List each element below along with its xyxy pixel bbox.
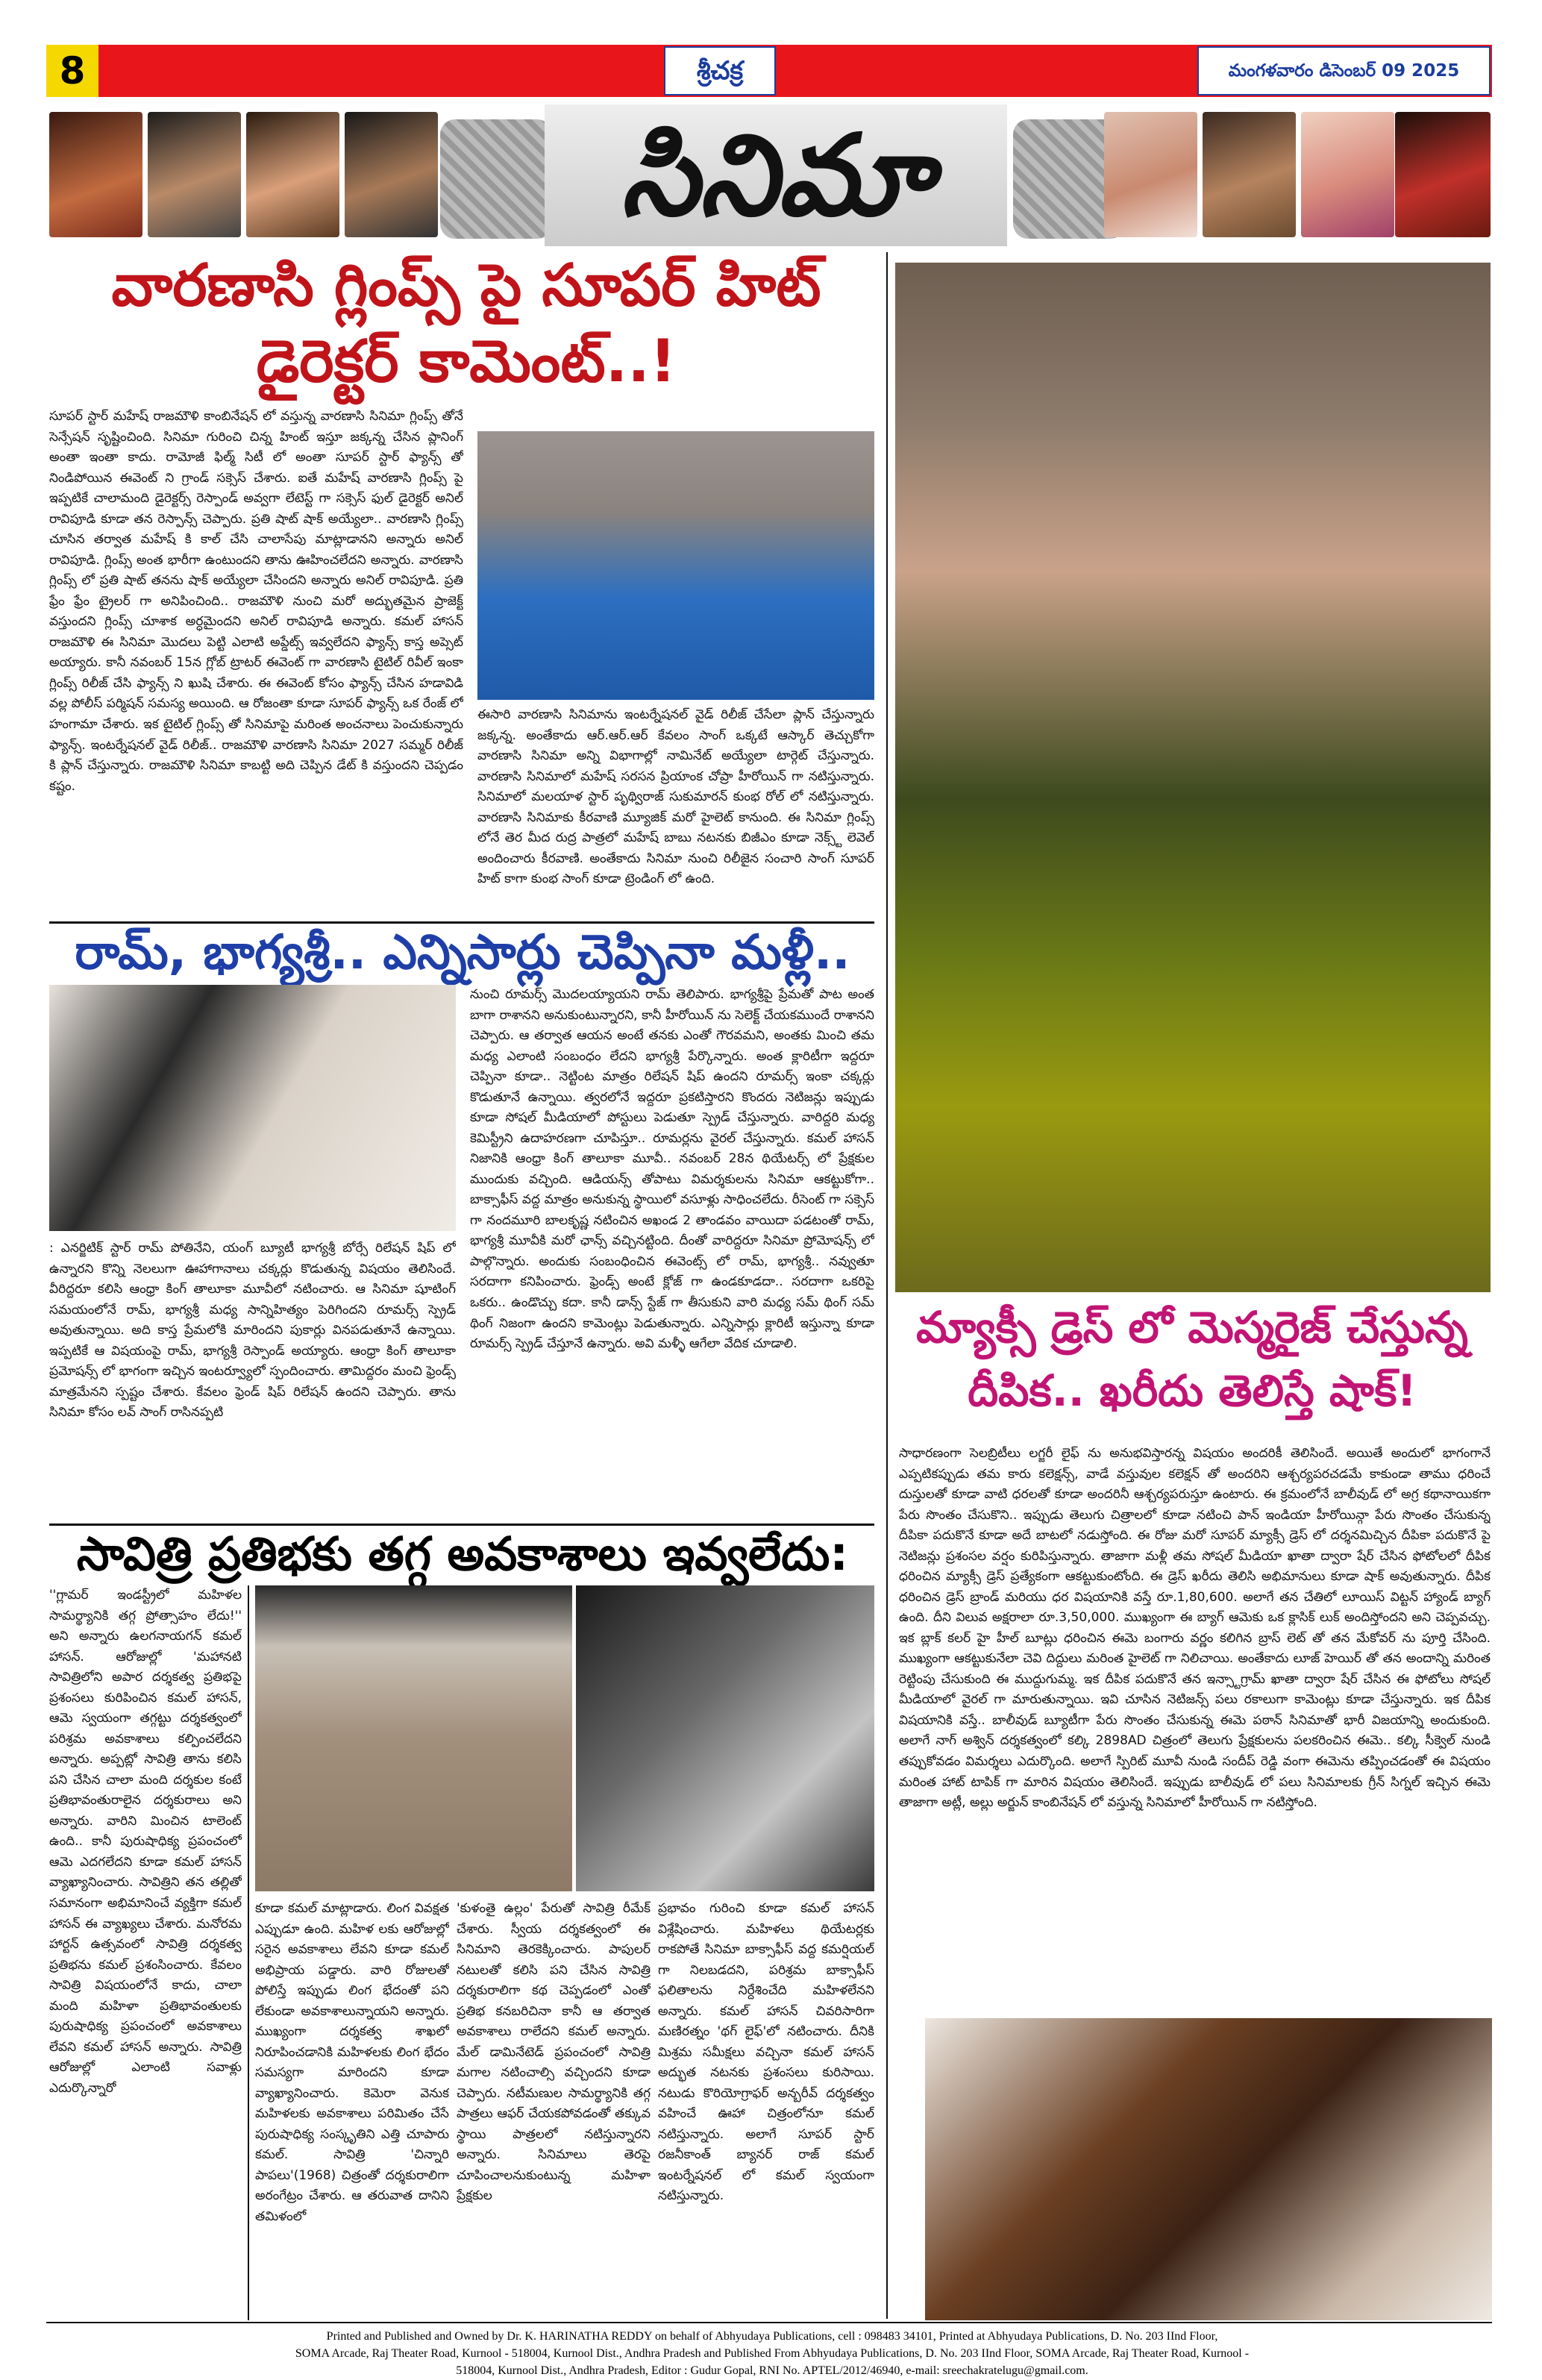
story2-headline: రామ్, భాగ్యశ్రీ.. ఎన్నిసార్లు చెప్పినా మళ్లీ.. (75, 925, 850, 980)
story3-kamal-photo (255, 1585, 572, 1891)
actor-photo (246, 112, 339, 237)
story1-director-photo (477, 431, 874, 700)
story4-headline-line1: మ్యాక్సీ డ్రెస్ లో మెస్మరైజ్ చేస్తున్న (916, 1302, 1468, 1353)
actor-photo (1395, 112, 1491, 237)
actor-photo (49, 112, 142, 237)
story4-deepika-photo (925, 2018, 1492, 2320)
story3-column3: 'కుళంతై ఉల్లం' పేరుతో సావిత్రి రీమేక్ చేశారు. స్వీయ దర్శకత్వంలో ఈ సినిమాని తెరకెక్కించారు. పాపులర్ నటులతో కలిసి పని చేసిన సావిత్రి దర్శకురాలిగా కథ చెప్పడంలో ఎంతో ప్రతిభ కనబరిచినా కానీ ఆ తర్వాత అవకాశాలు రాలేదని కమల్ అన్నారు. మేల్ డామినేటెడ్ ప్రపంచంలో సావిత్రి మగాల నటించాల్సి వచ్చిందని కూడా చెప్పారు. నటీమణుల సామర్థ్యానికి తగ్గ పాత్రలు ఆఫర్ చేయకపోవడంతో తక్కువ స్థాయి పాత్రలలో నటిస్తున్నారని అన్నారు. సినిమాలు తెరపై చూపించాలనుకుంటున్న మహిళా ప్రేక్షకుల (457, 1901, 651, 2204)
actress-feature-photo (895, 263, 1491, 1292)
story2-column2: నుంచి రూమర్స్ మొదలయ్యాయని రామ్ తెలిపారు. భాగ్యశ్రీపై ప్రేమతో పాట అంత బాగా రాశానని అనుకుంటున్నారని, కానీ హీరోయిన్ ను సెలెక్ట్ చేయకముందే రాశానని చెప్పారు. ఆ తర్వాత ఆయన అంటే తనకు ఎంతో గౌరవమని, అంతకు మించి తమ మధ్య ఎలాంటి సంబంధం లేదని భాగ్యశ్రీ పేర్కొన్నారు. అంత క్లారిటీగా ఇద్దరూ చెప్పినా కూడా.. నెట్టింట మాత్రం రిలేషన్ షిప్ ఉందని రూమర్స్ ఇంకా చక్కర్లు కొడుతూనే ఉన్నాయి. త్వరలోనే ఇద్దరూ ప్రకటిస్తారని కొందరు నెటిజన్లు ఇప్పుడు కూడా సోషల్ మీడియాలో పోస్టులు పెడుతూ స్ప్రెడ్ చేస్తున్నారు. వారిద్దరి మధ్య కెమిస్ట్రీని ఉదాహరణగా చూపిస్తూ.. రూమర్లను వైరల్ చేస్తున్నారు. కమల్ హాసన్ నిజానికి ఆంధ్రా కింగ్ తాలూకా మూవీ.. నవంబర్ 28న థియేటర్స్ లో ప్రేక్షకుల ముందుకు వచ్చింది. ఆడియన్స్ తోపాటు విమర్శకులను సినిమా ఆకట్టుకోగా.. బాక్సాఫీస్ వద్ద మాత్రం అనుకున్న స్థాయిలో వసూళ్లు సాధించలేదు. రీసెంట్ గా సక్సెస్ గా నందమూరి బాలకృష్ణ నటించిన అఖండ 2 తాండవం వాయిదా పడటంతో రామ్, భాగ్యశ్రీ మూవీకి మరో ఛాన్స్ వచ్చినట్టింది. దీంతో వారిద్దరూ సినిమా ప్రోమోషన్స్ లో పాల్గొన్నారు. అందుకు సంబంధించిన ఈవెంట్స్ లో రామ్, భాగ్యశ్రీ.. నవ్వుతూ సరదాగా కనిపించారు. ఫ్రెండ్స్ అంటే క్లోజ్ గా ఉండకూడదా.. సరదాగా ఒకరిపై ఒకరు.. ఉండొచ్చు కదా. కానీ డాన్స్ స్టేజ్ గా తీసుకుని వారి మధ్య సమ్ థింగ్ సమ్ థింగ్ నిజంగా ఉందని కామెంట్లు పెడుతున్నారు. ఎన్నిసార్లు క్లారిటీ ఇస్తున్నా కూడా రూమర్స్ స్ప్రెడ్ చేస్తూనే ఉన్నారు. అవి మళ్ళీ ఆగేలా వేదిక చూడాలి. (470, 987, 874, 1352)
story3-column1: ''గ్లామర్ ఇండస్ట్రీలో మహిళల సామర్థ్యానికి తగ్గ ప్రోత్సాహం లేదు!'' అని అన్నారు ఉలగనాయగన్ కమల్ హాసన్. ఆరోజుల్లో 'మహానటి సావిత్రిలోని అపార దర్శకత్వ ప్రతిభపై ప్రశంసలు కురిపించిన కమల్ హాసన్, ఆమె స్వయంగా తగ్గట్టు దర్శకత్వంలో పరిశ్రమ అవకాశాలు కల్పించలేదని అన్నారు. అప్పట్లో సావిత్రి తాను కలిసి పని చేసిన చాలా మంది దర్శకుల కంటే ప్రతిభావంతురాలైన దర్శకురాలు అని అన్నారు. వారిని మించిన టాలెంట్ ఉంది.. కానీ పురుషాధిక్య ప్రపంచంలో ఆమె ఎదగలేదని కూడా కమల్ హాసన్ వ్యాఖ్యానించారు. సావిత్రిని తన తల్లితో సమానంగా అభిమానించే వ్యక్తిగా కమల్ హాసన్ ఈ వ్యాఖ్యలు చేశారు. మనోరమ హార్టన్ ఉత్సవంలో సావిత్రి దర్శకత్వ ప్రతిభను కమల్ ప్రశంసించారు. కేవలం సావిత్రి విషయంలోనే కాదు, చాలా మంది మహిళా ప్రతిభావంతులకు పురుషాధిక్య ప్రపంచంలో అవకాశాలు లేవని కమల్ హాసన్ అన్నారు. సావిత్రి ఆరోజుల్లో ఎలాంటి సవాళ్లు ఎదుర్కొన్నారో (49, 1588, 242, 2096)
projector-icon (440, 119, 552, 239)
column-divider (248, 1585, 249, 2320)
actor-photo (1203, 112, 1296, 237)
story2-column1: : ఎనర్జిటిక్ స్టార్ రామ్ పోతినేని, యంగ్ బ్యూటీ భాగ్యశ్రీ బోర్సే రిలేషన్ షిప్ లో ఉన్నారని కొన్ని నెలలుగా ఊహాగానాలు చక్కర్లు కొడుతున్న విషయం తెలిసిందే. వీరిద్దరూ కలిసి ఆంధ్రా కింగ్ తాలూకా మూవీలో నటించారు. ఆ సినిమా షూటింగ్ సమయంలోనే రామ్, భాగ్యశ్రీ మధ్య సాన్నిహిత్యం పెరిగిందని రూమర్స్ స్ప్రెడ్ అవుతున్నాయి. అది కాస్త ప్రేమలోకి మారిందని పుకార్లు వినపడుతూనే ఉన్నాయి. ఇప్పటికే ఆ విషయంపై రామ్, భాగ్యశ్రీ రెస్పాండ్ అయ్యారు. ఆంధ్రా కింగ్ తాలూకా ప్రమోషన్స్ లో భాగంగా ఇచ్చిన ఇంటర్వ్యూలో స్పందించారు. తామిద్దరం మంచి ఫ్రెండ్స్ మాత్రమేనని స్పష్టం చేశారు. కేవలం ఫ్రెండ్ షిప్ రిలేషన్ ఉందని చెప్పారు. తాను సినిమా కోసం లవ్ సాంగ్ రాసినప్పటి (49, 1241, 456, 1421)
story1-column2: ఈసారి వారణాసి సినిమాను ఇంటర్నేషనల్ వైడ్ రిలీజ్ చేసేలా ప్లాన్ చేస్తున్నారు జక్కన్న. అంతేకాదు ఆర్.ఆర్.ఆర్ కేవలం సాంగ్ ఒక్కటే ఆస్కార్ తెచ్చుకోగా వారణాసి సినిమా అన్ని విభాగాల్లో నామినేట్ అయ్యేలా టార్గెట్ చేస్తున్నారు. వారణాసి సినిమాలో మహేష్ సరసన ప్రియాంక చోప్రా హీరోయిన్ గా నటిస్తున్నారు. సినిమాలో మలయాళ స్టార్ పృథ్విరాజ్ సుకుమారన్ కుంభ రోల్ లో నటిస్తున్నారు. వారణాసి సినిమాకు కీరవాణి మ్యూజిక్ మరో హైలెట్ కానుంది. ఈ సినిమా గ్లింప్స్ లోనే తెర మీద రుద్ర పాత్రలో మహేష్ బాబు నటనకు బిజీఎం కూడా నెక్స్ట్ లెవెల్ అందించారు కీరవాణి. అంతేకాదు సినిమా నుంచి రిలీజైన సంచారి సాంగ్ సూపర్ హిట్ కాగా కుంభ సాంగ్ కూడా ట్రెండింగ్ లో ఉంది. (477, 707, 874, 887)
section-divider (49, 1523, 874, 1526)
story1-headline-line2: డైరెక్టర్ కామెంట్..! (256, 328, 677, 395)
story3-savitri-photo (576, 1585, 874, 1891)
story3-column4: ప్రభావం గురించి కూడా కమల్ హాసన్ విశ్లేషించారు. మహిళలు థియేటర్లకు రాకపోతే సినిమా బాక్సాఫీస్ వద్ద కమర్షియల్ గా నిలబడదని, పరిశ్రమ బాక్సాఫీస్ ఫలితాలను నిర్దేశించేది మహిళలేనని అన్నారు. కమల్ హాసన్ చివరిసారిగా మణిరత్నం 'థగ్ లైఫ్'లో నటించారు. దీనికి మిశ్రమ సమీక్షలు వచ్చినా కమల్ హాసన్ అద్భుత నటనకు ప్రశంసలు కురిసాయి. నటుడు కొరియోగ్రాఫర్ అన్బరీవ్ దర్శకత్వం వహించే ఊహా చిత్రంలోనూ కమల్ నటిస్తున్నారు. అలాగే సూపర్ స్టార్ రజనీకాంత్ బ్యానర్ రాజ్ కమల్ ఇంటర్నేషనల్ లో కమల్ స్వయంగా నటిస్తున్నారు. (658, 1901, 874, 2204)
footer-divider (46, 2322, 1492, 2323)
issue-date: మంగళవారం డిసెంబర్ 09 2025 (1197, 46, 1491, 95)
story3-column2: కూడా కమల్ మాట్లాడారు. లింగ వివక్షత ఎప్పుడూ ఉంది. మహిళ లకు ఆరోజుల్లో సరైన అవకాశాలు లేవని కూడా కమల్ అభిప్రాయ పడ్డారు. వారి రోజులతో పోలిస్తే ఇప్పుడు లింగ భేదంతో పని లేకుండా అవకాశాలున్నాయని అన్నారు. ముఖ్యంగా దర్శకత్వ శాఖలో నిరూపించడానికి మహిళలకు లింగ భేదం సమస్యగా మారిందని కూడా వ్యాఖ్యానించారు. కెమెరా వెనుక మహిళలకు అవకాశాలు పరిమితం చేసే పురుషాధిక్య సంస్కృతిని ఎత్తి చూపారు కమల్. సావిత్రి 'చిన్నారి పాపలు'(1968) చిత్రంతో దర్శకురాలిగా అరంగేట్రం చేశారు. ఆ తరువాత దానిని తమిళంలో (255, 1901, 449, 2224)
story2-couple-photo (49, 985, 456, 1231)
story4-headline-line2: దీపిక.. ఖరీదు తెలిస్తే షాక్! (968, 1365, 1417, 1416)
newspaper-logo: శ్రీచక్ర (664, 46, 776, 95)
page-number: 8 (46, 45, 98, 97)
column-divider (886, 252, 888, 2319)
imprint-line3: 518004, Kurnool Dist., Andhra Pradesh, Editor : Gudur Gopal, RNI No. APTEL/2012/46940, e-mail: sreechakratelugu@gmail.com. (456, 2364, 1088, 2378)
story4-body: సాధారణంగా సెలబ్రిటీలు లగ్జరీ లైఫ్ ను అనుభవిస్తారన్న విషయం అందరికీ తెలిసిందే. అయితే అందులో భాగంగానే ఎప్పటికప్పుడు తమ కారు కలెక్షన్స్, వాడే వస్తువుల కలెక్షన్ తో అందరిని ఆశ్చర్యపరచడమే కాకుండా తాము ధరించే దుస్తులతో కూడా వాటి ధరలతో కూడా అందరినీ ఆశ్చర్యపరుస్తూ ఉంటారు. ఈ క్రమంలోనే బాలీవుడ్ లో అగ్ర కథానాయికగా పేరు సొంతం చేసుకొని.. ఇప్పుడు తెలుగు చిత్రాలలో కూడా నటించి పాన్ ఇండియా హీరోయిన్గా పేరు సొంతం చేసుకున్న దీపికా పదుకొనే కూడా అదే బాటలో నడుస్తోంది. ఈ రోజు మరో సూపర్ మ్యాక్సీ డ్రెస్ లో దర్శనమిచ్చిన దీపికా పదుకొనే పై నెటిజన్లు ప్రశంసల వర్షం కురిపిస్తున్నారు. తాజాగా మళ్లీ తమ సోషల్ మీడియా ఖాతా ద్వారా షేర్ చేసిన ఫోటోలలో దీపిక ధరించిన మ్యాక్సీ డ్రెస్ ప్రత్యేకంగా ఆకట్టుకుంటోంది. ఈ డ్రెస్ ఖరీదు తెలిసి అభిమానులు కూడా షాక్ అవుతున్నారు. దీపిక ధరించిన డ్రెస్ బ్రాండ్ మరియు ధర విషయానికి వస్తే రూ.1,80,600. అలాగే తన చేతిలో లూయిస్ విట్టన్ హ్యాండ్ బ్యాగ్ ఉంది. దీని విలువ అక్షరాలా రూ.3,50,000. ముఖ్యంగా ఈ బ్యాగ్ ఆమెకు ఒక క్లాసిక్ లుక్ అందిస్తోందని అని చెప్పవచ్చు. ఇక బ్లాక్ కలర్ హై హీల్ బూట్లు ధరించిన ఈమె బంగారు వర్ణం కలిగిన బ్రాస్ లెట్ తో తన మేకోవర్ ను పూర్తి చేసింది. ముఖ్యంగా ఆకట్టుకునేలా చెవి దిద్దులు మరింత హైలెట్ గా నిలిచాయి. అంతేకాదు లూజ్ హెయిర్ తో తన అందాన్ని మరింత రెట్టింపు చేసుకుంది ఈ ముద్దుగుమ్మ. ఇక దీపిక పదుకొనే తన ఇన్స్టాగ్రామ్ ఖాతా ద్వారా షేర్ చేసిన ఈ ఫోటోలు సోషల్ మీడియాలో వైరల్ గా మారుతున్నాయి. ఇవి చూసిన నెటిజన్స్ పలు రకాలుగా కామెంట్లు కూడా చేస్తున్నారు. ఇక దీపిక విషయానికి వస్తే.. బాలీవుడ్ బ్యూటీగా పేరు సొంతం చేసుకున్న ఈమె పఠాన్ సినిమాతో భారీ విజయాన్ని అందుకుంది. అలాగే నాగ్ అశ్విన్ దర్శకత్వంలో కల్కి 2898AD చిత్రంలో తెలుగు ప్రేక్షకులను పలకరించిన ఈమె.. కల్కి సీక్వెల్ నుండి తప్పుకోవడం విమర్శలు ఎదుర్కొంది. అలాగే స్పిరిట్ మూవీ నుండి సందీప్ రెడ్డి వంగా ఈమెను తప్పించడంతో ఈ విషయం మరింత హాట్ టాపిక్ గా మారిన విషయం తెలిసిందే. ఇప్పుడు బాలీవుడ్ లో పలు సినిమాలకు గ్రీన్ సిగ్నల్ ఇచ్చిన ఈమె తాజాగా అట్లీ, అల్లు అర్జున్ కాంబినేషన్ లో వస్తున్న సినిమాలో హీరోయిన్ గా నటిస్తోంది. (899, 1446, 1491, 1811)
imprint-line2: SOMA Arcade, Raj Theater Road, Kurnool - 518004, Kurnool Dist., Andhra Pradesh and Published From Abhyudaya Publications, D. No. 203 IInd Floor, SOMA Arcade, Raj Theater Road, Kurnool - (295, 2347, 1250, 2361)
story3-headline: సావిత్రి ప్రతిభకు తగ్గ అవకాశాలు ఇవ్వలేదు: (76, 1526, 849, 1581)
story1-column1: సూపర్ స్టార్ మహేష్ రాజమౌళి కాంబినేషన్ లో వస్తున్న వారణాసి సినిమా గ్లింప్స్ తోనే సెన్సేషన్ సృష్టించింది. సినిమా గురించి చిన్న హింట్ ఇస్తూ జక్కన్న చేసిన ప్లానింగ్ అంతా ఇంతా కాదు. రామోజీ ఫిల్మ్ సిటీ లో అంతా సూపర్ స్టార్ ఫ్యాన్స్ తో నిండిపోయిన ఈవెంట్ ని గ్రాండ్ సక్సెస్ చేశారు. ఐతే మహేష్ వారణాసి గ్లింప్స్ పై ఇప్పటికే చాలామంది డైరెక్టర్స్ రెస్పాండ్ అవ్వగా లేటెస్ట్ గా సక్సెస్ ఫుల్ డైరెక్టర్ అనిల్ రావిపూడి కూడా తన రెస్పాన్స్ చెప్పారు. ప్రతి షాట్ షాక్ అయ్యేలా.. వారణాసి గ్లింప్స్ చూసిన తర్వాత మహేష్ కి కాల్ చేసి చాలాసేపు మాట్లాడానని అన్నారు అనిల్ రావిపూడి. గ్లింప్స్ అంత భారీగా ఉంటుందని తాను ఊహించలేదని అన్నారు. వారణాసి గ్లింప్స్ లో ప్రతి షాట్ తనను షాక్ అయ్యేలా చేసిందని అన్నారు అనిల్ రావిపూడి. ప్రతి ఫ్రేం ఫ్రేం ట్రైలర్ గా అనిపించింది.. రాజమౌళి నుంచి మరో అద్భుతమైన ప్రాజెక్ట్ వస్తుందని గ్లింప్స్ చూశాక అర్ధమైందని అనిల్ రావిపూడి అన్నారు. కమల్ హాసన్ రాజమౌళి ఈ సినిమా మొదలు పెట్టి ఎలాటి అప్డేట్స్ ఇవ్వలేదని ఫ్యాన్స్ కాస్త అప్సెట్ అయ్యారు. కానీ నవంబర్ 15న గ్లోబ్ ట్రాటర్ ఈవెంట్ గా వారణాసి టైటిల్ రివీల్ ఇంకా గ్లింప్స్ రిలీజ్ చేసి ఫ్యాన్స్ ని ఖుషి చేశారు. ఈ ఈవెంట్ కోసం ఫ్యాన్స్ చేసిన హడావిడి వల్ల పోలీస్ పర్మిషన్ సమస్య అయింది. ఆ రోజంతా కూడా సూపర్ ఫ్యాన్స్ ఒక రేంజ్ లో హంగామా చేశారు. ఇక టైటిల్ గ్లింప్స్ తో సినిమాపై మరింత అంచనాలు పెంచుకున్నారు ఫ్యాన్స్. ఇంటర్నేషనల్ వైడ్ రిలీజ్.. రాజమౌళి వారణాసి సినిమా 2027 సమ్మర్ రిలీజ్ కి ప్లాన్ చేస్తున్నారు. రాజమౌళి సినిమా కాబట్టి అది చెప్పిన డేట్ కి వస్తుందని చెప్పడం కష్టం. (49, 409, 463, 794)
section-divider (49, 921, 874, 924)
actor-photo (345, 112, 438, 237)
section-title: సినిమా (620, 110, 932, 241)
actor-photo (1301, 112, 1394, 237)
imprint-footer (52, 2328, 1492, 2378)
imprint-line1: Printed and Published and Owned by Dr. K. HARINATHA REDDY on behalf of Abhyudaya Publications, cell : 098483 34101, Printed at Abhyudaya Publications, D. No. 203 IInd Floor, (326, 2330, 1218, 2343)
actor-photo (148, 112, 241, 237)
actor-photo (1104, 112, 1197, 237)
story1-headline-line1: వారణాసి గ్లింప్స్ పై సూపర్ హిట్ (111, 252, 821, 319)
